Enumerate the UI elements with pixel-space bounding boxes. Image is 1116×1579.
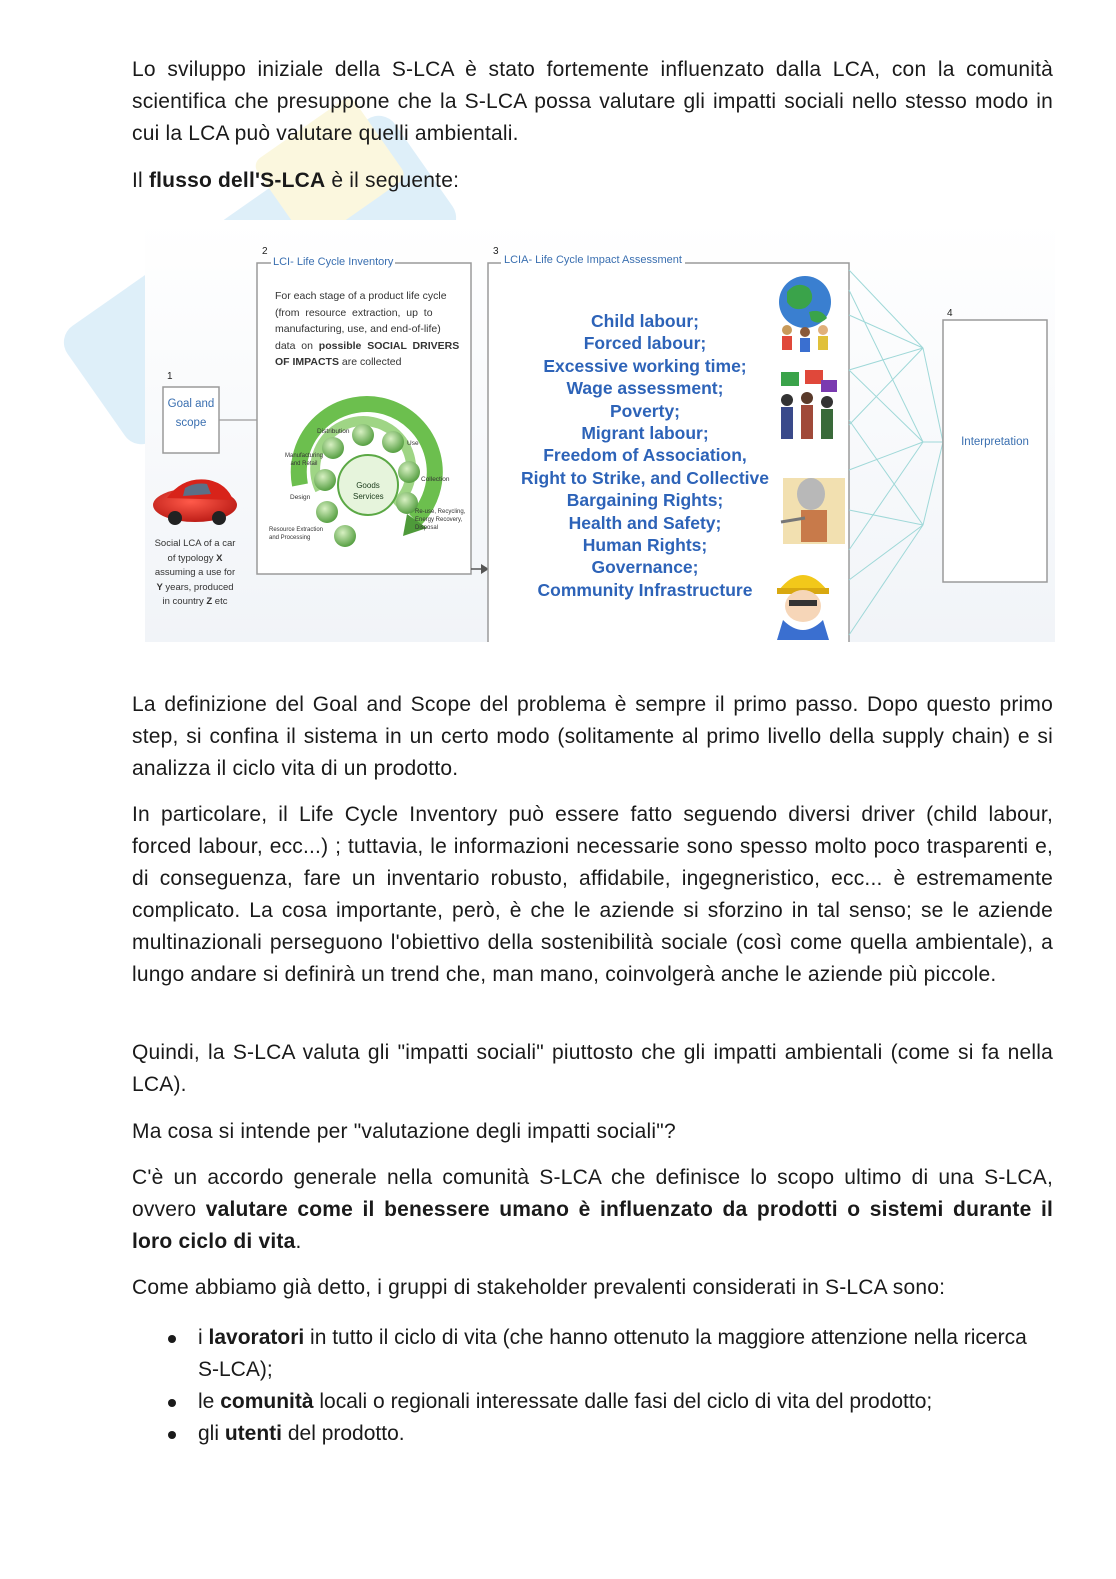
impact-item: Forced labour; (583, 333, 707, 354)
accordo-prefix: C'è un accordo generale nella comunità S-LCA che definisce lo scopo ultimo di una S-LCA, ovvero (132, 1166, 1053, 1221)
flow-paragraph (132, 165, 1053, 197)
lci-title: LCI- Life Cycle Inventory (273, 256, 394, 268)
quindi-paragraph (132, 1037, 1053, 1101)
quindi-text: Quindi, la S-LCA valuta gli "impatti sociali" piuttosto che gli impatti ambientali (come si fa nella LCA). (132, 1041, 1053, 1096)
impact-item: Freedom of Association, (543, 445, 747, 466)
accordo-suffix: . (295, 1230, 302, 1253)
cycle-manufacturing: Manufacturing and Retail (285, 453, 324, 467)
inventory-paragraph (132, 799, 1053, 991)
cycle-distribution: Distribution (317, 428, 350, 435)
step-1-number: 1 (167, 371, 173, 382)
step-2-number: 2 (262, 246, 268, 257)
lci-description: For each stage of a product life cycle (from resource extraction, up to manufacturing, use, and end-of-life) data on possible SOCIAL DRIVERS OF IMPACTS are collected (275, 290, 460, 369)
list-item: le comunità locali o regionali interessate dalle fasi del ciclo di vita del prodotto; (132, 1386, 1053, 1418)
cycle-design: Design (290, 494, 311, 501)
stakeholder-list (132, 1322, 1053, 1450)
stakeholders-text: Come abbiamo già detto, i gruppi di stakeholder prevalenti considerati in S-LCA sono: (132, 1276, 946, 1299)
stakeholders-paragraph (132, 1272, 1053, 1304)
intro-text: Lo sviluppo iniziale della S-LCA è stato fortemente influenzato dalla LCA, con la comunità scientifica che presuppone che la S-LCA possa valutare gli impatti sociali nello stesso modo in cui la LCA può valutare quelli ambientali. (132, 58, 1053, 145)
bullet-icon (168, 1399, 176, 1407)
goal-text: La definizione del Goal and Scope del problema è sempre il primo passo. Dopo questo primo step, si confina il sistema in un certo modo (solitamente al primo livello della supply chain) e si analizza il ciclo vita di un prodotto. (132, 693, 1053, 780)
accordo-bold: valutare come il benessere umano è influenzato da prodotti o sistemi durante il loro ciclo di vita (132, 1198, 1054, 1253)
impact-item: Human Rights; (582, 535, 708, 556)
impact-item: Child labour; (591, 311, 699, 331)
accordo-paragraph (132, 1162, 1053, 1258)
impact-item: Wage assessment; (566, 378, 724, 399)
inventory-text: In particolare, il Life Cycle Inventory può essere fatto seguendo diversi driver (child labour, forced labour, ecc...) ; tuttavia, le informazioni necessarie sono spesso molto poco trasparenti e, di conseguenza, fare un inventario robusto, affidabile, ingegneristico, ecc... è estremamente complicato. La cosa importante, però, è che le aziende si sforzino in tal senso; se le aziende multinazionali perseguono l'obiettivo della sostenibilità sociale (così come quella ambientale), a lungo andare si definirà un trend che, man mano, coinvolgerà anche le aziende più piccole. (132, 803, 1053, 986)
car-caption: Social LCA of a car of typology X assuming a use for Y years, produced in country Z etc (154, 538, 236, 608)
flow-bold: flusso dell'S-LCA (148, 169, 326, 192)
question-paragraph (132, 1116, 1053, 1148)
bullet-icon (168, 1431, 176, 1439)
cycle-resource: Resource Extraction and Processing (269, 527, 324, 541)
intro-paragraph (132, 54, 1053, 150)
impact-item: Poverty; (609, 400, 681, 421)
impact-item: Migrant labour; (581, 423, 709, 444)
impact-item: Community Infrastructure (537, 579, 753, 600)
impact-item: Bargaining Rights; (566, 490, 724, 511)
step-3-number: 3 (493, 246, 499, 257)
goal-paragraph (132, 689, 1053, 785)
interpretation-label: Interpretation (961, 436, 1029, 448)
slca-flow-diagram (145, 220, 1055, 642)
flow-suffix: è il seguente: (325, 169, 460, 192)
list-item: i lavoratori in tutto il ciclo di vita (che hanno ottenuto la maggiore attenzione nella ricerca S-LCA); (132, 1322, 1053, 1386)
cycle-center-label: Goods Services (353, 481, 384, 501)
question-text: Ma cosa si intende per "valutazione degli impatti sociali"? (132, 1120, 676, 1143)
cycle-collection: Collection (421, 476, 450, 483)
impact-item: Governance; (591, 557, 699, 578)
impact-item: Right to Strike, and Collective (521, 467, 769, 488)
cycle-reuse: Re-use, Recycling, Energy Recovery, Disposal (415, 509, 466, 531)
lcia-title: LCIA- Life Cycle Impact Assessment (501, 254, 685, 266)
goal-scope-label: Goal and scope (167, 398, 215, 429)
flow-prefix: Il (132, 169, 149, 192)
impact-item: Health and Safety; (568, 512, 722, 533)
cycle-use: Use (407, 440, 419, 447)
step-4-number: 4 (947, 308, 953, 319)
interpretation-box (943, 320, 1047, 582)
impact-item: Excessive working time; (543, 355, 747, 376)
list-item: gli utenti del prodotto. (132, 1418, 1053, 1450)
impact-categories-list (495, 310, 795, 601)
bullet-icon (168, 1335, 176, 1343)
